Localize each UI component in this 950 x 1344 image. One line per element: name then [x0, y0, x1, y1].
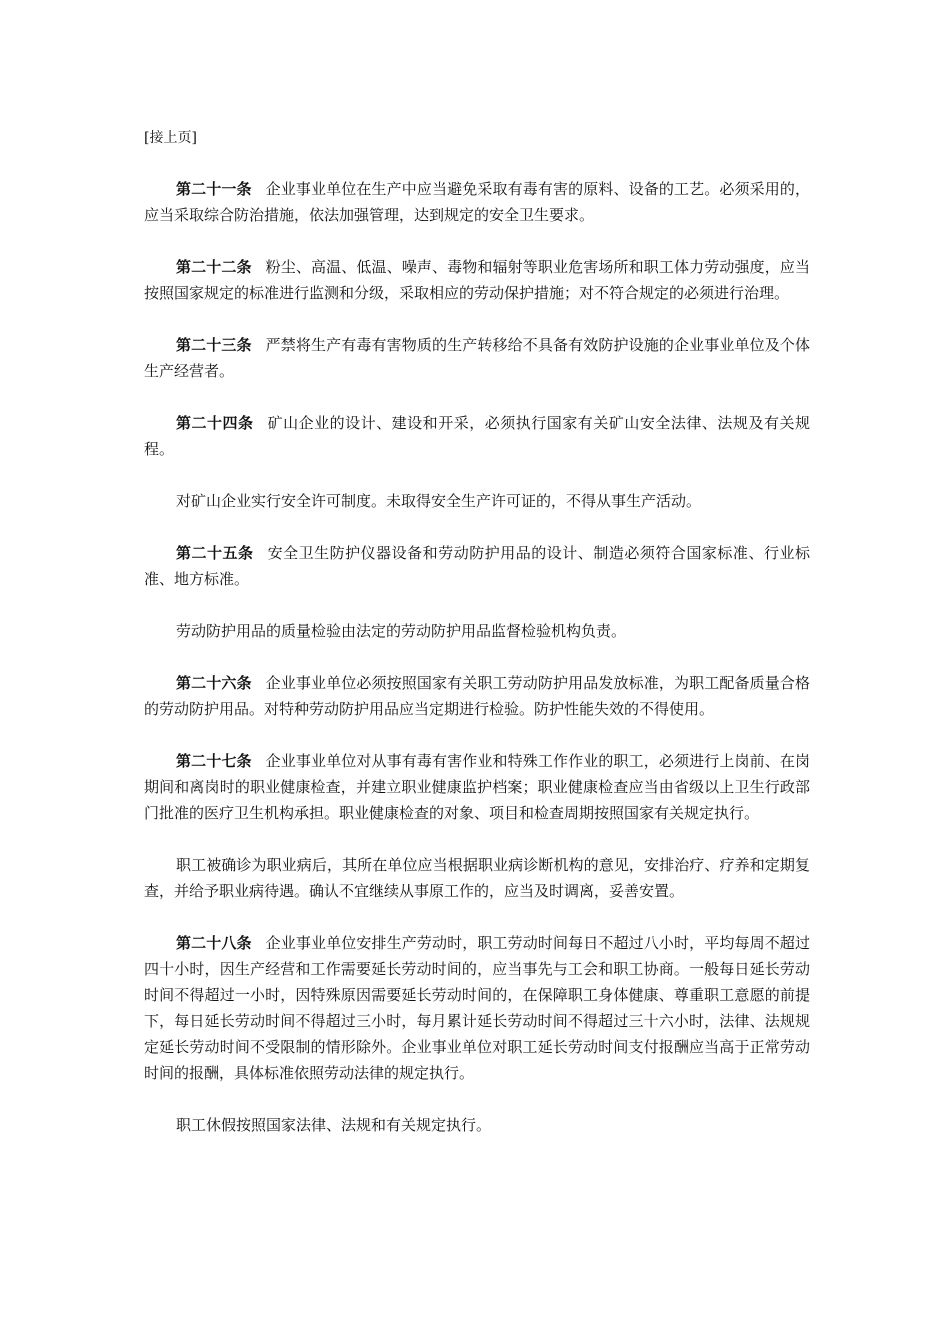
article-number: 第二十三条 — [176, 336, 252, 354]
continued-from-previous-page: [接上页] — [144, 130, 197, 146]
article-24 — [144, 410, 810, 462]
article-text: 安全卫生防护仪器设备和劳动防护用品的设计、制造必须符合国家标准、行业标准、地方标准。 — [144, 544, 810, 588]
article-text: 对矿山企业实行安全许可制度。未取得安全生产许可证的，不得从事生产活动。 — [176, 492, 702, 510]
article-text: 企业事业单位必须按照国家有关职工劳动防护用品发放标准，为职工配备质量合格的劳动防护用品。对特种劳动防护用品应当定期进行检验。防护性能失效的不得使用。 — [144, 674, 810, 718]
article-text: 矿山企业的设计、建设和开采，必须执行国家有关矿山安全法律、法规及有关规程。 — [144, 414, 810, 458]
article-text: 严禁将生产有毒有害物质的生产转移给不具备有效防护设施的企业事业单位及个体生产经营者。 — [144, 336, 810, 380]
article-28 — [144, 930, 810, 1086]
article-number: 第二十四条 — [176, 414, 254, 432]
article-22 — [144, 254, 810, 306]
article-number: 第二十二条 — [176, 258, 252, 276]
article-text: 企业事业单位在生产中应当避免采取有毒有害的原料、设备的工艺。必须采用的，应当采取综合防治措施，依法加强管理，达到规定的安全卫生要求。 — [144, 180, 810, 224]
article-21 — [144, 176, 810, 228]
article-27 — [144, 748, 810, 826]
article-28-paragraph-2 — [144, 1112, 810, 1138]
article-text: 职工被确诊为职业病后，其所在单位应当根据职业病诊断机构的意见，安排治疗、疗养和定期复查，并给予职业病待遇。确认不宜继续从事原工作的，应当及时调离，妥善安置。 — [144, 856, 810, 900]
article-23 — [144, 332, 810, 384]
article-number: 第二十一条 — [176, 180, 252, 198]
article-text: 劳动防护用品的质量检验由法定的劳动防护用品监督检验机构负责。 — [176, 622, 627, 640]
article-text: 职工休假按照国家法律、法规和有关规定执行。 — [176, 1116, 492, 1134]
article-26 — [144, 670, 810, 722]
article-24-paragraph-2 — [144, 488, 810, 514]
article-number: 第二十五条 — [176, 544, 254, 562]
article-text: 企业事业单位安排生产劳动时，职工劳动时间每日不超过八小时，平均每周不超过四十小时，因生产经营和工作需要延长劳动时间的，应当事先与工会和职工协商。一般每日延长劳动时间不得超过一小时，因特殊原因需要延长劳动时间的，在保障职工身体健康、尊重职工意愿的前提下，每日延长劳动时间不得超过三小时，每月累计延长劳动时间不得超过三十六小时，法律、法规规定延长劳动时间不受限制的情形除外。企业事业单位对职工延长劳动时间支付报酬应当高于正常劳动时间的报酬，具体标准依照劳动法律的规定执行。 — [144, 934, 810, 1082]
article-27-paragraph-2 — [144, 852, 810, 904]
article-number: 第二十六条 — [176, 674, 252, 692]
article-text: 粉尘、高温、低温、噪声、毒物和辐射等职业危害场所和职工体力劳动强度，应当按照国家规定的标准进行监测和分级，采取相应的劳动保护措施；对不符合规定的必须进行治理。 — [144, 258, 810, 302]
article-25 — [144, 540, 810, 592]
article-text: 企业事业单位对从事有毒有害作业和特殊工作作业的职工，必须进行上岗前、在岗期间和离岗时的职业健康检查，并建立职业健康监护档案；职业健康检查应当由省级以上卫生行政部门批准的医疗卫生机构承担。职业健康检查的对象、项目和检查周期按照国家有关规定执行。 — [144, 752, 810, 822]
article-body — [144, 176, 810, 1138]
article-number: 第二十八条 — [176, 934, 252, 952]
article-number: 第二十七条 — [176, 752, 252, 770]
article-25-paragraph-2 — [144, 618, 810, 644]
